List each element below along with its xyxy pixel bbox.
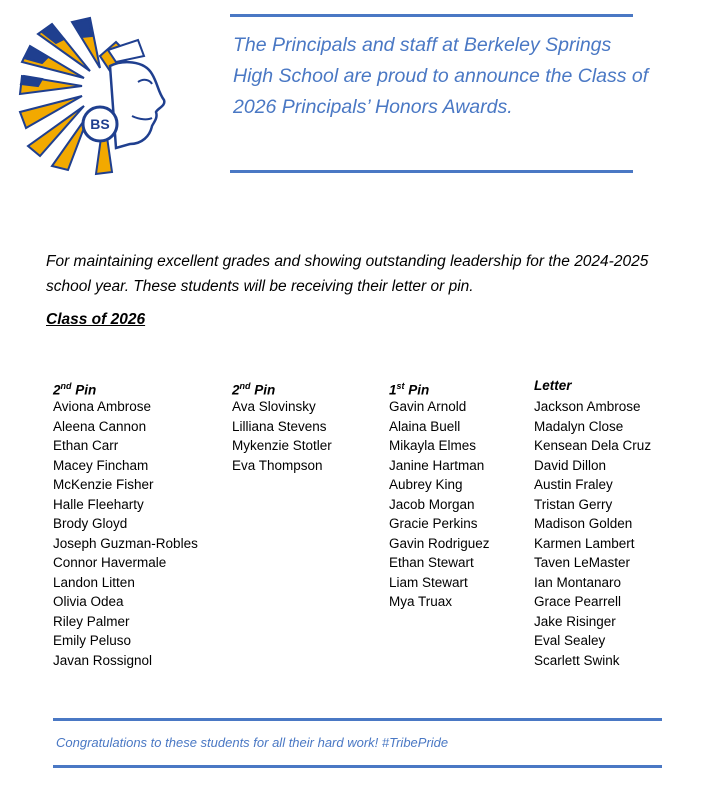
footer-bottom-rule — [53, 765, 662, 768]
student-name: Ava Slovinsky — [232, 399, 316, 414]
column-heading: 1st Pin — [389, 381, 430, 398]
student-name: Liam Stewart — [389, 574, 468, 590]
student-name: Aviona Ambrose — [53, 399, 152, 414]
student-name: Ethan Stewart — [389, 555, 474, 570]
student-name: Grace Pearrell — [534, 594, 622, 609]
student-name: Olivia Odea — [53, 594, 124, 609]
student-name: Kensean Dela Cruz — [534, 438, 652, 453]
intro-text: For maintaining excellent grades and showing outstanding leadership for the 2024-2025 school year. These students will be receiving their letter or pin. — [46, 253, 649, 295]
student-name: Austin Fraley — [534, 477, 613, 492]
award-column-3 — [389, 375, 490, 612]
footer-top-rule — [53, 718, 662, 721]
student-name: Mykenzie Stotler — [232, 438, 332, 453]
student-name: Gracie Perkins — [389, 516, 478, 531]
footer-text: Congratulations to these students for all their hard work! #TribePride — [56, 735, 449, 750]
student-name: Eval Sealey — [534, 633, 606, 648]
name-list — [534, 397, 651, 670]
headline-top-rule — [230, 14, 633, 17]
column-heading: 2nd Pin — [232, 381, 276, 398]
student-name: Emily Peluso — [53, 633, 132, 648]
student-name: Mikayla Elmes — [389, 438, 477, 453]
student-name: Madalyn Close — [534, 418, 624, 434]
student-name: Ian Montanaro — [534, 574, 622, 590]
student-name: Taven LeMaster — [534, 555, 631, 570]
student-name: Halle Fleeharty — [53, 496, 144, 512]
student-name: Lilliana Stevens — [232, 418, 327, 434]
student-name: Janine Hartman — [389, 457, 485, 473]
column-heading: 2nd Pin — [53, 381, 97, 398]
student-name: Jackson Ambrose — [534, 399, 641, 414]
name-list — [232, 397, 332, 475]
award-column-1 — [53, 375, 198, 670]
school-logo — [12, 16, 172, 176]
student-name: Javan Rossignol — [53, 652, 153, 668]
student-name: Alaina Buell — [389, 418, 461, 434]
student-name: Karmen Lambert — [534, 535, 635, 551]
headline: The Principals and staff at Berkeley Springs High School are proud to announce the Class of 2026 Principals’ Honors Awards. — [233, 34, 649, 118]
student-name: Joseph Guzman-Robles — [53, 535, 198, 551]
student-name: Gavin Rodriguez — [389, 535, 490, 551]
student-name: Landon Litten — [53, 574, 135, 590]
student-name: Aubrey King — [389, 477, 463, 492]
student-name: Jake Risinger — [534, 613, 616, 629]
name-list — [53, 397, 198, 670]
student-name: Riley Palmer — [53, 613, 130, 629]
indian-head-logo-icon — [12, 16, 172, 176]
student-name: Madison Golden — [534, 516, 633, 531]
student-name: Brody Gloyd — [53, 516, 128, 531]
award-column-4 — [534, 375, 651, 670]
name-list — [389, 397, 490, 612]
student-name: Gavin Arnold — [389, 399, 467, 414]
student-name: Jacob Morgan — [389, 496, 475, 512]
student-name: Mya Truax — [389, 594, 453, 609]
headline-bottom-rule — [230, 170, 633, 173]
student-name: David Dillon — [534, 457, 607, 473]
student-name: Connor Havermale — [53, 555, 167, 570]
award-column-2 — [232, 375, 332, 475]
student-name: Tristan Gerry — [534, 496, 613, 512]
class-title: Class of 2026 — [46, 311, 146, 328]
student-name: Eva Thompson — [232, 457, 323, 473]
student-name: McKenzie Fisher — [53, 477, 154, 492]
student-name: Scarlett Swink — [534, 652, 620, 668]
student-name: Aleena Cannon — [53, 418, 147, 434]
student-name: Macey Fincham — [53, 457, 149, 473]
student-name: Ethan Carr — [53, 438, 119, 453]
column-heading: Letter — [534, 378, 572, 393]
logo-monogram: BS — [90, 116, 110, 132]
